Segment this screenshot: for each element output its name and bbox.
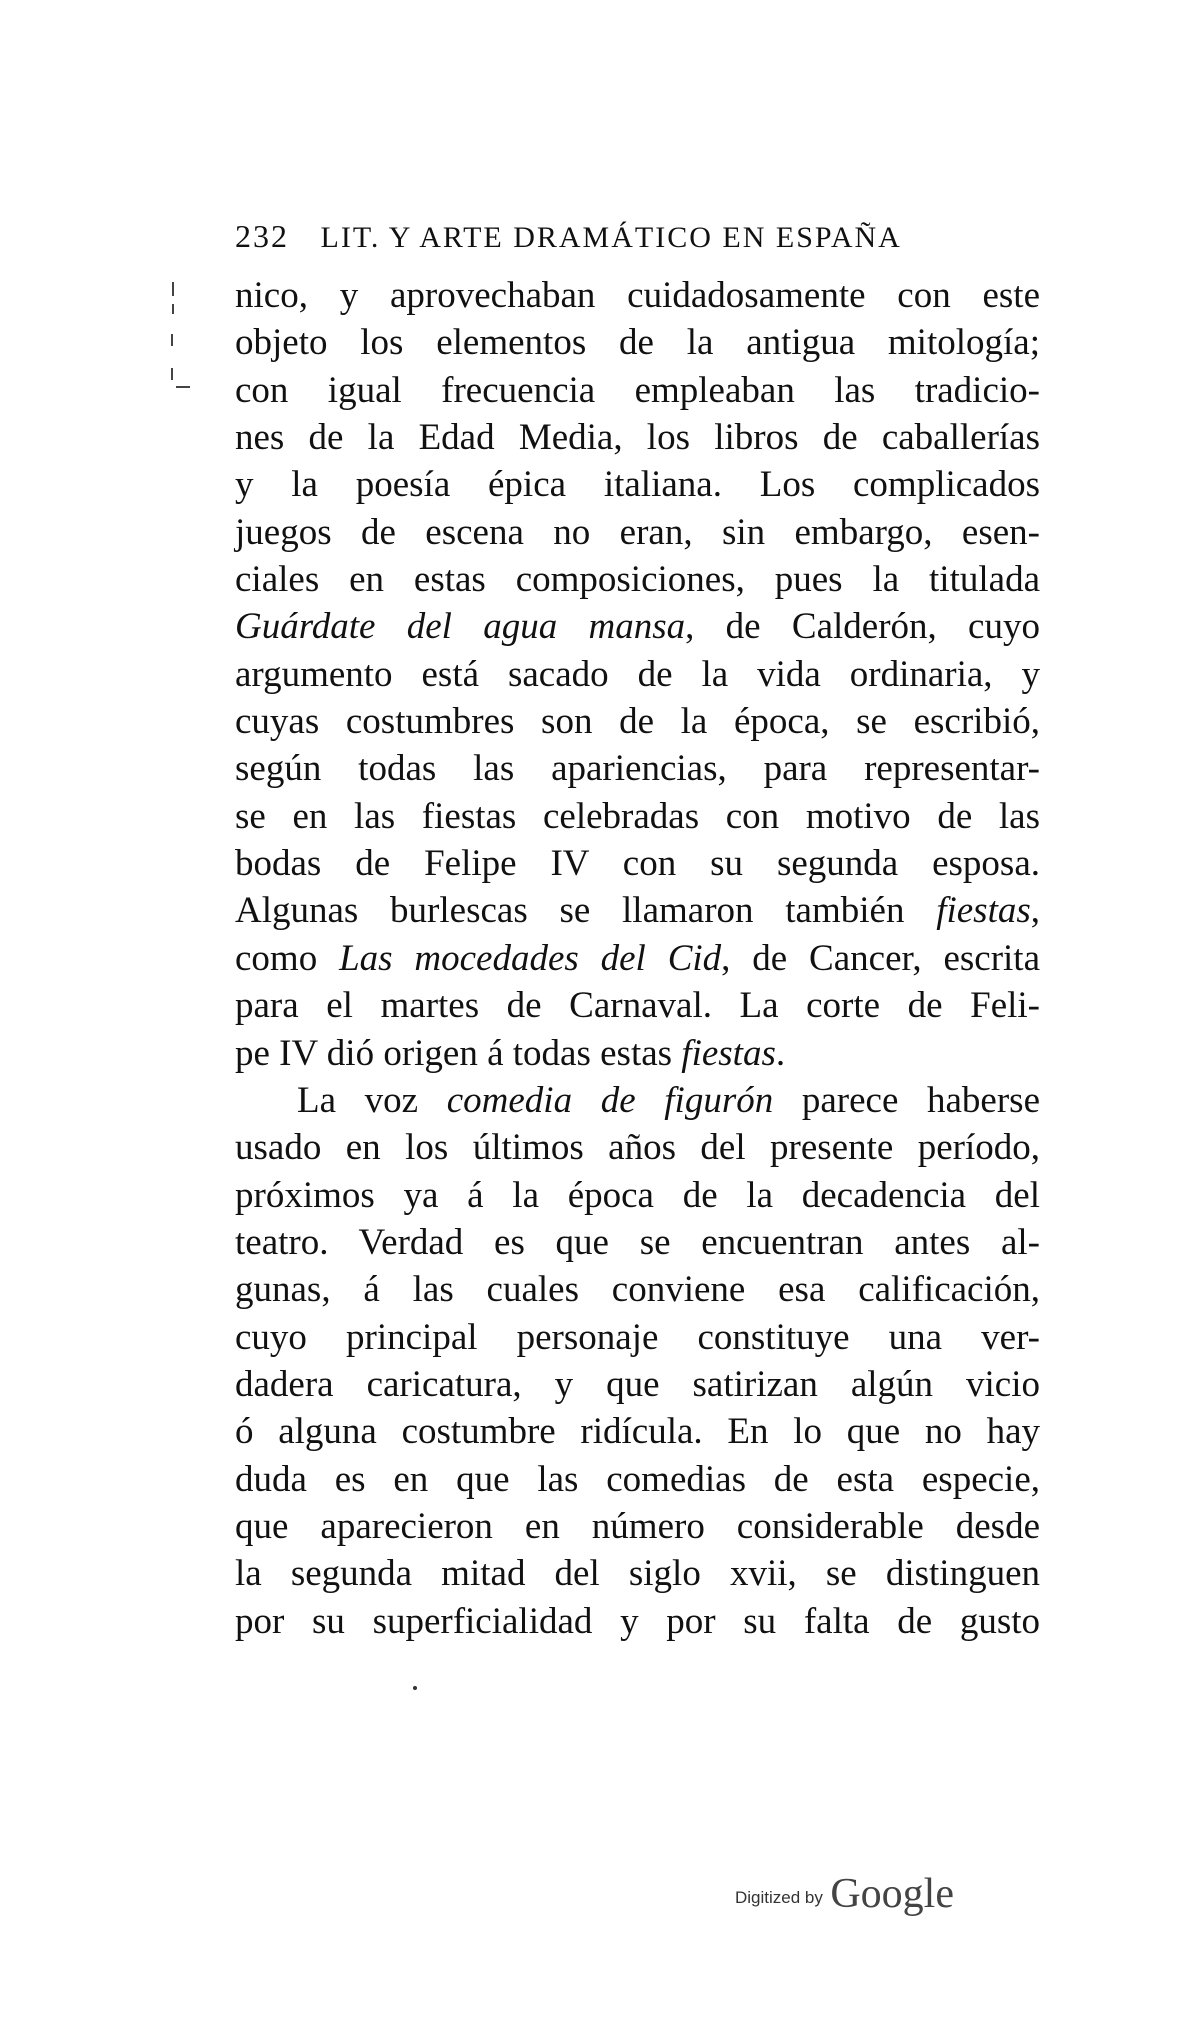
text-line: por su superficialidad y por su falta de gusto (235, 1600, 1040, 1642)
text-line: juegos de escena no eran, sin embargo, esen- (235, 511, 1040, 553)
italic-term: comedia de figurón (446, 1079, 774, 1121)
text-line: y la poesía épica italiana. Los complicados (235, 464, 1040, 506)
body-text (235, 272, 1040, 1645)
text-line: para el martes de Carnaval. La corte de Feli- (235, 985, 1040, 1027)
text-line: según todas las apariencias, para representar- (235, 748, 1040, 790)
running-title: LIT. Y ARTE DRAMÁTICO EN ESPAÑA (320, 221, 902, 254)
text-line: ciales en estas composiciones, pues la titulada (235, 559, 1040, 601)
text-line: como Las mocedades del Cid, de Cancer, escrita (235, 937, 1040, 979)
text-line: bodas de Felipe IV con su segunda esposa. (235, 843, 1040, 885)
text-line: próximos ya á la época de la decadencia del (235, 1174, 1040, 1216)
text-line: la segunda mitad del siglo xvii, se distinguen (235, 1553, 1040, 1595)
text-line: objeto los elementos de la antigua mitología; (235, 322, 1040, 364)
text-line: cuyo principal personaje constituye una ver- (235, 1316, 1040, 1358)
text-line: nico, y aprovechaban cuidadosamente con este (235, 275, 1040, 316)
margin-marks (168, 282, 198, 402)
text-line: que aparecieron en número considerable desde (235, 1505, 1040, 1547)
work-title: Las mocedades del Cid (339, 937, 722, 979)
text-line: gunas, á las cuales conviene esa calificación, (235, 1269, 1040, 1311)
text-line: usado en los últimos años del presente período, (235, 1127, 1040, 1169)
text-line: Algunas burlescas se llamaron también fiestas, (235, 890, 1040, 932)
text-line: pe IV dió origen á todas estas fiestas. (235, 1032, 786, 1074)
text-line: teatro. Verdad es que se encuentran antes al- (235, 1221, 1040, 1263)
watermark-brand: Google (830, 1871, 954, 1917)
watermark-prefix: Digitized by (735, 1888, 823, 1907)
work-title: Guárdate del agua mansa (235, 606, 686, 648)
text-line: duda es en que las comedias de esta especie, (235, 1458, 1040, 1500)
text-line: Guárdate del agua mansa, de Calderón, cuyo (235, 606, 1040, 648)
digitization-watermark (735, 1870, 954, 1918)
text-line: nes de la Edad Media, los libros de caballerías (235, 417, 1040, 459)
italic-term: fiestas (936, 890, 1031, 932)
text-line: se en las fiestas celebradas con motivo de las (235, 795, 1040, 837)
text-line: ó alguna costumbre ridícula. En lo que no hay (235, 1411, 1040, 1453)
text-line: argumento está sacado de la vida ordinaria, y (235, 653, 1040, 695)
text-line: cuyas costumbres son de la época, se escribió, (235, 701, 1040, 743)
italic-term: fiestas (681, 1032, 776, 1074)
page-number: 232 (235, 218, 289, 254)
text-line: dadera caricatura, y que satirizan algún vicio (235, 1363, 1040, 1405)
ink-speck (413, 1686, 417, 1690)
running-header (235, 218, 902, 255)
text-line: La voz comedia de figurón parece haberse (297, 1079, 1040, 1121)
text-line: con igual frecuencia empleaban las tradicio- (235, 369, 1040, 411)
